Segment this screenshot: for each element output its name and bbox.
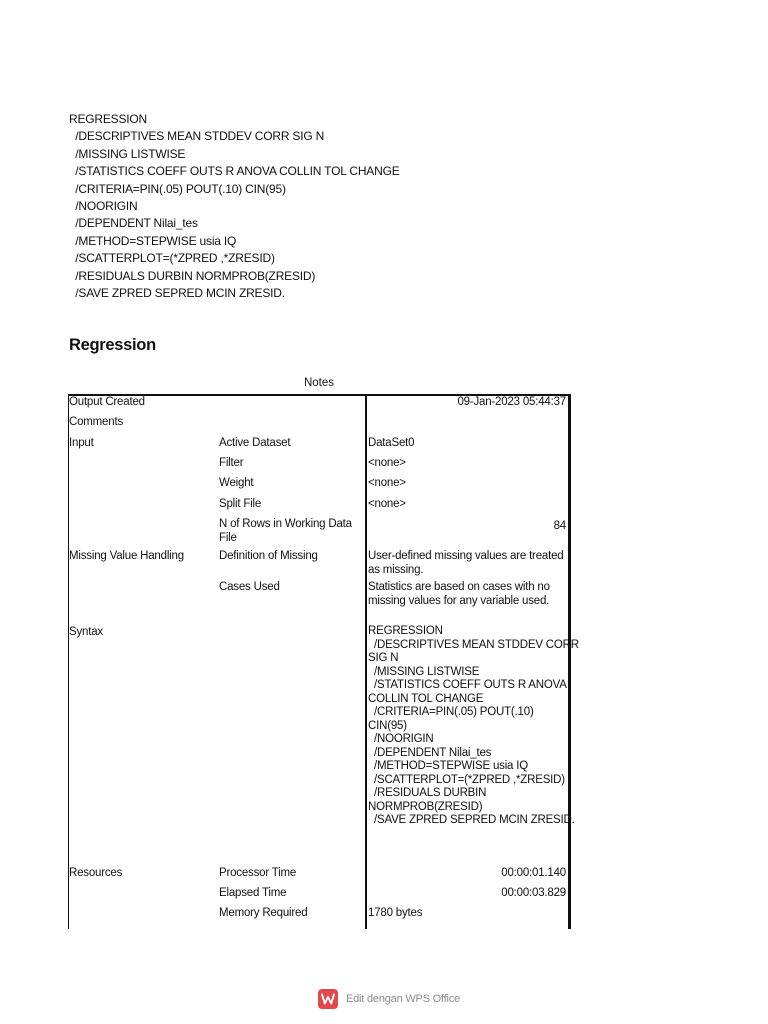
cases-used-label: Cases Used bbox=[219, 581, 280, 593]
missing-value-handling-label: Missing Value Handling bbox=[69, 550, 184, 562]
syntax-line: /SAVE ZPRED SEPRED MCIN ZRESID. bbox=[69, 285, 285, 300]
syntax-value-line: /SCATTERPLOT=(*ZPRED ,*ZRESID) bbox=[368, 773, 565, 786]
wps-office-footer[interactable] bbox=[318, 988, 460, 1010]
syntax-line: /STATISTICS COEFF OUTS R ANOVA COLLIN TOL CHANGE bbox=[69, 164, 400, 179]
syntax-line: /DESCRIPTIVES MEAN STDDEV CORR SIG N bbox=[69, 129, 325, 144]
syntax-line: /DEPENDENT Nilai_tes bbox=[69, 216, 198, 231]
syntax-value-line: SIG N bbox=[368, 652, 399, 664]
notes-table bbox=[68, 394, 579, 929]
active-dataset-value: DataSet0 bbox=[368, 437, 415, 449]
definition-of-missing-label: Definition of Missing bbox=[219, 550, 318, 562]
input-label: Input bbox=[69, 437, 94, 449]
memory-required-value: 1780 bytes bbox=[368, 907, 423, 919]
output-created-label: Output Created bbox=[69, 396, 145, 408]
syntax-line: /NOORIGIN bbox=[69, 198, 138, 213]
table-left-rule bbox=[68, 394, 69, 929]
table-mid-rule bbox=[365, 394, 367, 929]
syntax-line: REGRESSION bbox=[69, 112, 148, 126]
syntax-line: /CRITERIA=PIN(.05) POUT(.10) CIN(95) bbox=[69, 181, 286, 196]
output-created-value: 09-Jan-2023 05:44:37 bbox=[457, 396, 566, 408]
section-title: Regression bbox=[69, 336, 156, 354]
notes-table-title: Notes bbox=[303, 377, 335, 389]
syntax-value-line: /RESIDUALS DURBIN bbox=[368, 787, 487, 799]
elapsed-time-value: 00:00:03.829 bbox=[501, 887, 566, 899]
elapsed-time-label: Elapsed Time bbox=[219, 887, 287, 899]
n-rows-label: N of Rows in Working Data File bbox=[219, 518, 355, 544]
table-right-rule bbox=[568, 394, 571, 929]
regression-syntax bbox=[69, 111, 400, 302]
syntax-line: /METHOD=STEPWISE usia IQ bbox=[69, 233, 237, 248]
syntax-line: /MISSING LISTWISE bbox=[69, 146, 186, 161]
footer-text: Edit dengan WPS Office bbox=[346, 993, 461, 1005]
weight-label: Weight bbox=[219, 477, 254, 489]
definition-of-missing-value: User-defined missing values are treated as missing. bbox=[368, 550, 567, 576]
syntax-value-line: /METHOD=STEPWISE usia IQ bbox=[368, 760, 528, 772]
syntax-label: Syntax bbox=[69, 626, 103, 638]
syntax-value-line: /DEPENDENT Nilai_tes bbox=[368, 746, 492, 759]
syntax-value-line: REGRESSION bbox=[368, 625, 443, 637]
syntax-value-line: COLLIN TOL CHANGE bbox=[368, 692, 484, 705]
resources-label: Resources bbox=[69, 867, 123, 879]
weight-value: <none> bbox=[368, 477, 406, 489]
syntax-value-line: /NOORIGIN bbox=[368, 733, 434, 745]
comments-label: Comments bbox=[69, 416, 123, 428]
filter-label: Filter bbox=[219, 457, 244, 469]
active-dataset-label: Active Dataset bbox=[219, 437, 291, 449]
split-file-value: <none> bbox=[368, 498, 406, 510]
syntax-value-line: /STATISTICS COEFF OUTS R ANOVA bbox=[368, 679, 567, 691]
syntax-value-line: /MISSING LISTWISE bbox=[368, 665, 480, 678]
syntax-value-line: NORMPROB(ZRESID) bbox=[368, 800, 483, 813]
cases-used-value: Statistics are based on cases with no missing values for any variable used. bbox=[368, 581, 553, 607]
wps-w-glyph-icon bbox=[321, 993, 335, 1005]
syntax-line: /SCATTERPLOT=(*ZPRED ,*ZRESID) bbox=[69, 251, 275, 266]
syntax-value-line: /CRITERIA=PIN(.05) POUT(.10) bbox=[368, 706, 534, 718]
syntax-value-line: CIN(95) bbox=[368, 719, 407, 732]
syntax-line: /RESIDUALS DURBIN NORMPROB(ZRESID) bbox=[69, 268, 316, 283]
syntax-value-line: /DESCRIPTIVES MEAN STDDEV CORR bbox=[368, 638, 579, 651]
wps-office-logo-icon bbox=[318, 989, 338, 1009]
syntax-value-line: /SAVE ZPRED SEPRED MCIN ZRESID. bbox=[368, 814, 575, 826]
processor-time-value: 00:00:01.140 bbox=[501, 867, 566, 879]
n-rows-value: 84 bbox=[553, 520, 566, 532]
filter-value: <none> bbox=[368, 457, 406, 469]
syntax-value bbox=[368, 625, 579, 828]
processor-time-label: Processor Time bbox=[219, 867, 297, 879]
split-file-label: Split File bbox=[219, 498, 262, 510]
memory-required-label: Memory Required bbox=[219, 907, 308, 919]
